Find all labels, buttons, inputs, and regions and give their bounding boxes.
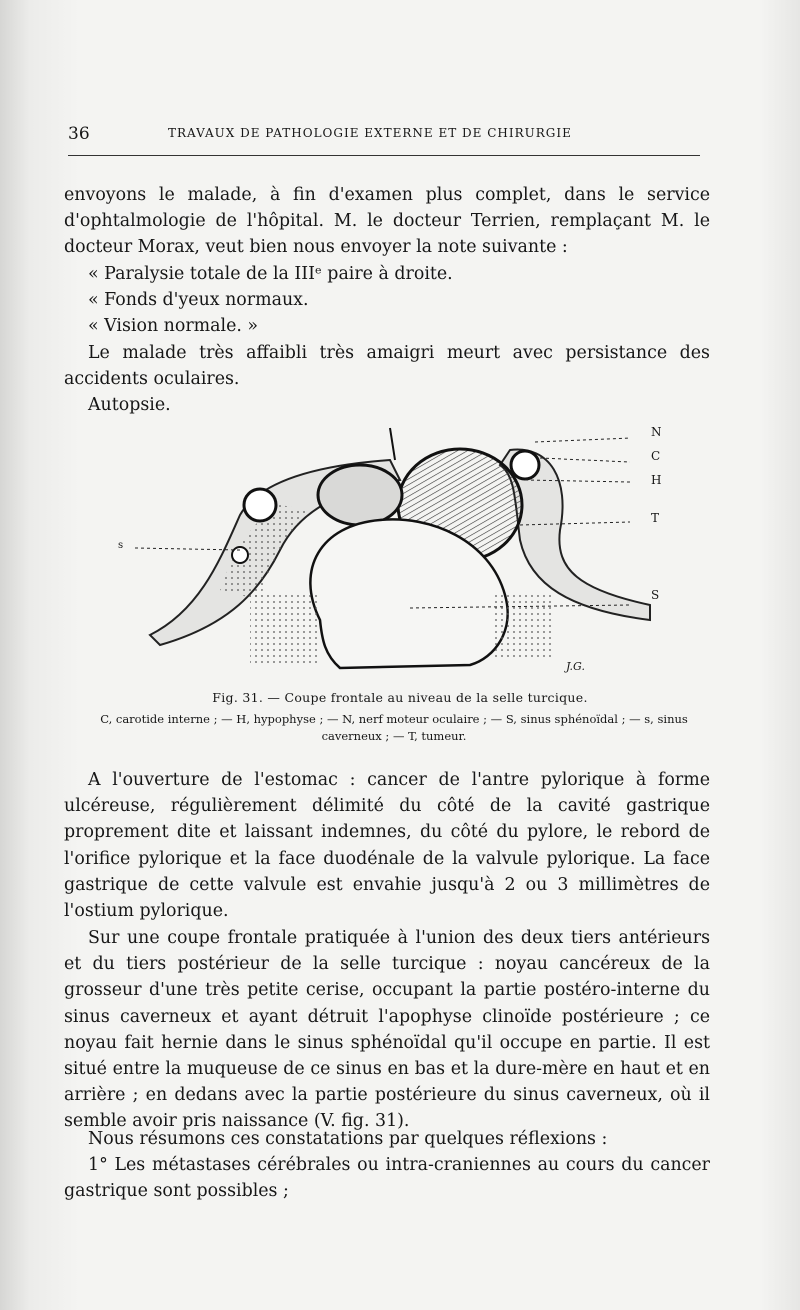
page-number: 36 <box>68 124 90 144</box>
quote-line: « Fonds d'yeux normaux. <box>88 290 309 310</box>
nerve-small <box>232 547 248 563</box>
page-header <box>68 118 700 144</box>
bone-left <box>250 595 320 665</box>
carotid-right <box>511 451 539 479</box>
pituitary-body <box>318 465 402 525</box>
figure-signature: J.G. <box>566 660 585 673</box>
figure-caption-legend: C, carotide interne ; — H, hypophyse ; — N, nerf moteur oculaire ; — S, sinus sphénoïdal ; — s, sinus caverneux ; — T, tumeur. <box>100 712 688 743</box>
figure-label-s-upper: S <box>651 588 660 602</box>
body-paragraph: 1° Les métastases cérébrales ou intra-craniennes au cours du cancer gastrique sont possibles ; <box>64 1155 710 1202</box>
body-paragraph: Nous résumons ces constatations par quelques réflexions : <box>88 1129 608 1149</box>
body-paragraph: A l'ouverture de l'estomac : cancer de l'antre pylorique à forme ulcéreuse, régulièrement délimité du côté de la cavité gastrique proprement dite et laissant indemnes, du côté du pylore, le rebord de l'orifice pylorique et la face duodénale de la valvule pylorique. La face gastrique de cette valvule est envahie jusqu'à 2 ou 3 millimètres de l'ostium pylorique. <box>64 770 710 922</box>
figure-label-c: C <box>651 449 661 463</box>
carotid-left <box>244 489 276 521</box>
quote-line: « Paralysie totale de la IIIᵉ paire à droite. <box>88 264 453 284</box>
body-paragraph: Sur une coupe frontale pratiquée à l'union des deux tiers antérieurs et du tiers postérieur de la selle turcique : noyau cancéreux de la grosseur d'une très petite cerise, occupant la partie postéro-interne du sinus caverneux et ayant détruit l'apophyse clinoïde postérieure ; ce noyau fait hernie dans le sinus sphénoïdal qu'il occupe en partie. Il est situé entre la muqueuse de ce sinus en bas et la dure-mère en haut et en arrière ; en dedans avec la partie postérieure du sinus caverneux, où il semble avoir pris naissance (V. fig. 31). <box>64 928 710 1132</box>
outcome-paragraph: Le malade très affaibli très amaigri meurt avec persistance des accidents oculaires. <box>64 343 710 390</box>
figure-caption-title: Fig. 31. — Coupe frontale au niveau de la selle turcique. <box>212 690 588 705</box>
anatomical-figure <box>110 420 690 682</box>
figure-label-s-lower: s <box>118 540 124 551</box>
figure-label-h: H <box>651 473 662 487</box>
running-title: TRAVAUX DE PATHOLOGIE EXTERNE ET DE CHIRURGIE <box>168 126 572 140</box>
autopsy-label: Autopsie. <box>88 395 171 415</box>
quote-line: « Vision normale. » <box>88 316 259 336</box>
figure-label-t: T <box>651 511 660 525</box>
header-rule <box>68 155 700 156</box>
bone-right <box>495 595 555 660</box>
figure-label-n: N <box>651 425 662 439</box>
intro-paragraph: envoyons le malade, à fin d'examen plus complet, dans le service d'ophtalmologie de l'hôpital. M. le docteur Terrien, remplaçant M. le docteur Morax, veut bien nous envoyer la note suivante : <box>64 185 710 258</box>
